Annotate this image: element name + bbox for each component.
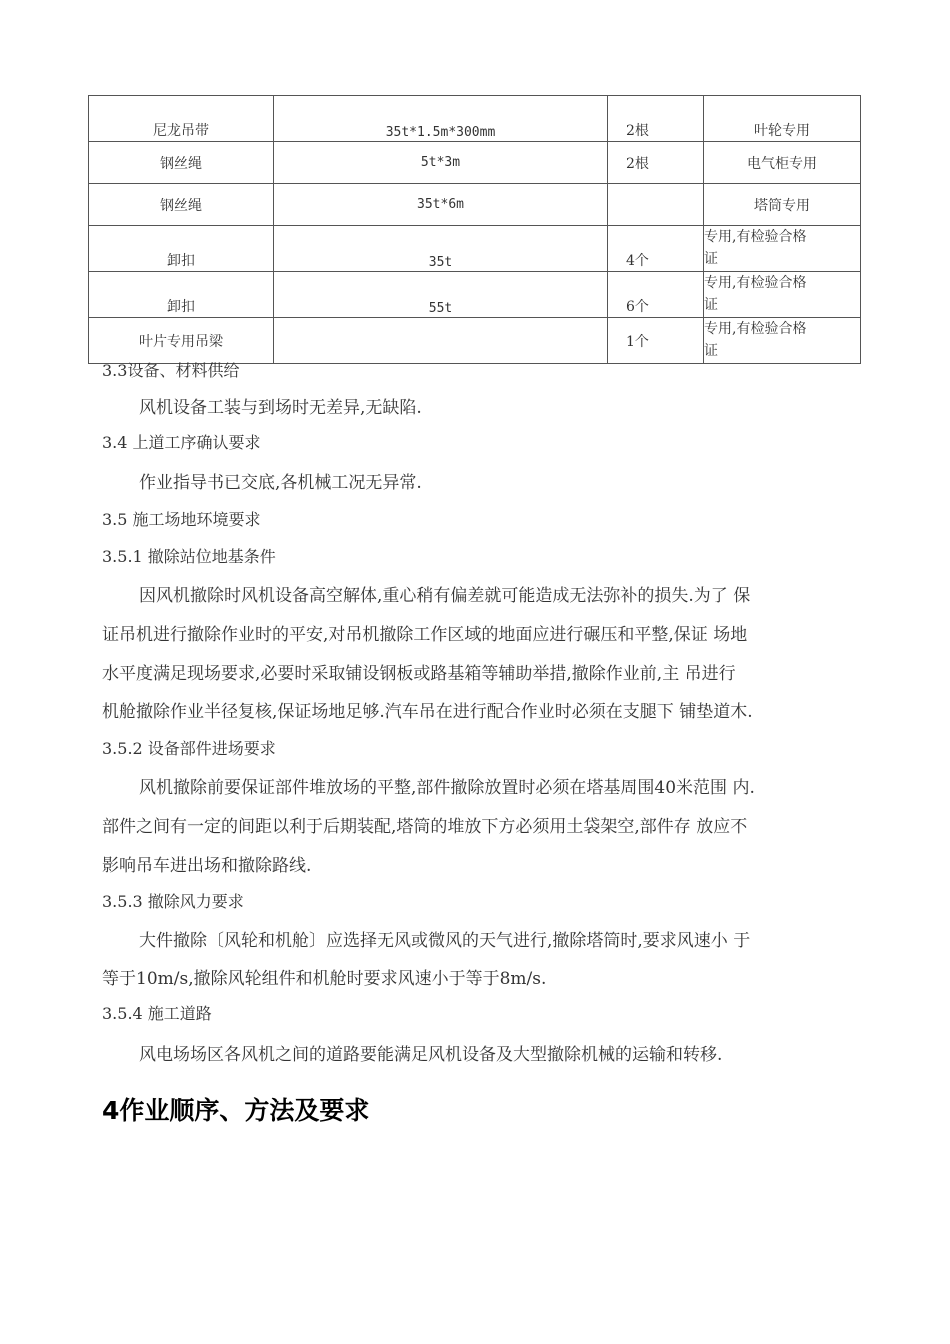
note-line-2: 证 [704, 297, 718, 313]
table-cell-note [704, 272, 861, 318]
paragraph-line: 因风机撤除时风机设备高空解体,重心稍有偏差就可能造成无法弥补的损失.为了 保 [139, 586, 751, 606]
paragraph-line: 水平度满足现场要求,必要时采取铺设钢板或路基箱等辅助举措,撤除作业前,主 吊进行 [102, 664, 736, 684]
equipment-table [88, 95, 861, 364]
table-cell-name: 钢丝绳 [89, 184, 274, 226]
note-line-1: 专用,有检验合格 [704, 321, 807, 337]
note-line-2: 证 [704, 343, 718, 359]
paragraph-line: 大件撤除〔风轮和机舱〕应选择无风或微风的天气进行,撤除塔筒时,要求风速小 于 [139, 931, 751, 951]
table-cell-note: 叶轮专用 [704, 96, 861, 142]
table-cell-spec: 35t [274, 226, 608, 272]
section-3-5-heading: 3.5 施工场地环境要求 [102, 510, 261, 529]
table-cell-spec: 35t*6m [274, 184, 608, 226]
table-cell-spec: 55t [274, 272, 608, 318]
paragraph-line: 风机撤除前要保证部件堆放场的平整,部件撤除放置时必须在塔基周围40米范围 内. [139, 778, 755, 798]
section-3-5-1-heading: 3.5.1 撤除站位地基条件 [102, 547, 276, 566]
section-3-3-text: 风机设备工装与到场时无差异,无缺陷. [139, 398, 422, 418]
paragraph-line: 影响吊车进出场和撤除路线. [102, 856, 312, 876]
table-cell-name: 尼龙吊带 [89, 96, 274, 142]
section-3-5-4-text: 风电场场区各风机之间的道路要能满足风机设备及大型撤除机械的运输和转移. [139, 1045, 723, 1065]
paragraph-line: 证吊机进行撤除作业时的平安,对吊机撤除工作区域的地面应进行碾压和平整,保证 场地 [102, 625, 748, 645]
table-row [89, 142, 861, 184]
table-cell-qty: 2根 [608, 142, 704, 184]
table-cell-qty: 4个 [608, 226, 704, 272]
table-cell-spec: 35t*1.5m*300mm [274, 96, 608, 142]
chapter-4-heading: 4作业顺序、方法及要求 [102, 1096, 370, 1125]
table-cell-note [704, 226, 861, 272]
section-3-5-4-heading: 3.5.4 施工道路 [102, 1004, 212, 1023]
table-row [89, 226, 861, 272]
paragraph-line: 等于10m/s,撤除风轮组件和机舱时要求风速小于等于8m/s. [102, 969, 547, 989]
table-row [89, 184, 861, 226]
paragraph-line: 机舱撤除作业半径复核,保证场地足够.汽车吊在进行配合作业时必须在支腿下 铺垫道木. [102, 702, 753, 722]
table-cell-name: 叶片专用吊梁 [89, 318, 274, 364]
section-3-3-heading: 3.3设备、材料供给 [102, 361, 240, 380]
table-cell-note: 电气柜专用 [704, 142, 861, 184]
paragraph-line: 部件之间有一定的间距以利于后期装配,塔筒的堆放下方必须用土袋架空,部件存 放应不 [102, 817, 748, 837]
table-cell-name: 卸扣 [89, 226, 274, 272]
note-line-1: 专用,有检验合格 [704, 275, 807, 291]
table-cell-note: 塔筒专用 [704, 184, 861, 226]
section-3-4-text: 作业指导书已交底,各机械工况无异常. [139, 473, 422, 493]
table-row [89, 318, 861, 364]
table-row [89, 96, 861, 142]
table-cell-name: 卸扣 [89, 272, 274, 318]
table-cell-note [704, 318, 861, 364]
table-cell-spec [274, 318, 608, 364]
table-cell-spec: 5t*3m [274, 142, 608, 184]
table-cell-name: 钢丝绳 [89, 142, 274, 184]
note-line-2: 证 [704, 251, 718, 267]
table-cell-qty: 6个 [608, 272, 704, 318]
section-3-5-3-heading: 3.5.3 撤除风力要求 [102, 892, 244, 911]
table-row [89, 272, 861, 318]
section-3-5-2-heading: 3.5.2 设备部件进场要求 [102, 739, 276, 758]
table-cell-qty: 2根 [608, 96, 704, 142]
table-cell-qty [608, 184, 704, 226]
note-line-1: 专用,有检验合格 [704, 229, 807, 245]
table-cell-qty: 1个 [608, 318, 704, 364]
section-3-4-heading: 3.4 上道工序确认要求 [102, 433, 261, 452]
